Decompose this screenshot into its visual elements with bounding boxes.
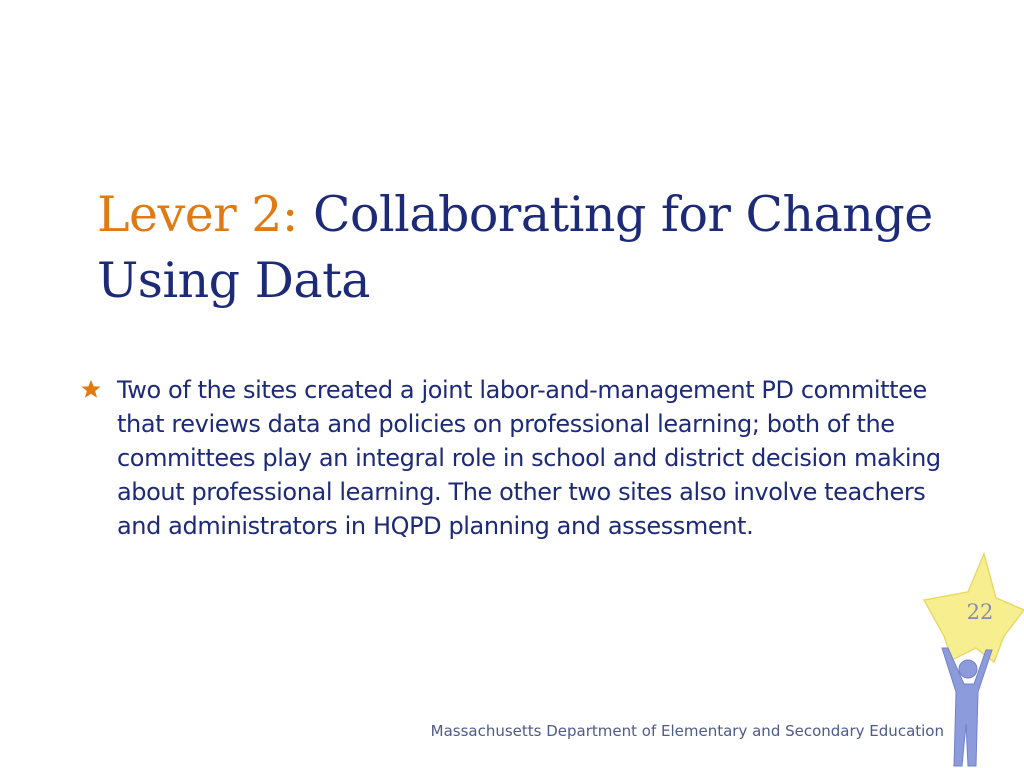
slide-title: [97, 182, 977, 314]
bullet-item: [80, 373, 950, 543]
person-figure: [942, 648, 992, 766]
title-prefix: Lever 2:: [97, 186, 298, 243]
bullet-text: Two of the sites created a joint labor-and-management PD committee that reviews data and policies on professional learning; both of the committees play an integral role in school and district decision making about professional learning. The other two sites also involve teachers and administrators in HQPD planning and assessment.: [117, 376, 941, 540]
title-main: Collaborating for Change Using Data: [97, 186, 933, 309]
footer-organization: Massachusetts Department of Elementary and Secondary Education: [430, 722, 944, 740]
page-number: 22: [966, 600, 994, 624]
star-bullet-icon: [80, 378, 102, 400]
bullet-list: [80, 373, 950, 543]
